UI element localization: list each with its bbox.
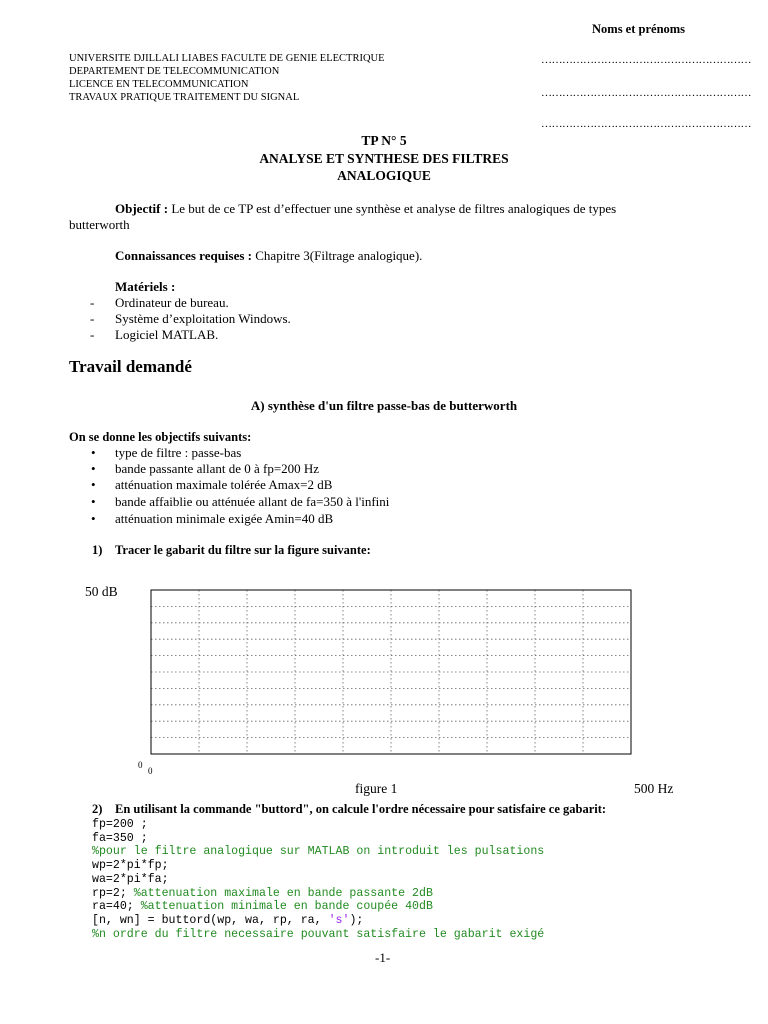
figure-x-label: 500 Hz (634, 781, 674, 796)
title-tp-number: TP N° 5 (361, 133, 407, 148)
objective-item: atténuation maximale tolérée Amax=2 dB (115, 477, 333, 492)
objective-item: bande passante allant de 0 à fp=200 Hz (115, 461, 320, 476)
code-line: wp=2*pi*fp; (92, 859, 169, 873)
header-university: UNIVERSITE DJILLALI LIABES FACULTE DE GENIE ELECTRIQUE (69, 53, 385, 64)
page-number: -1- (375, 950, 391, 965)
connaissances-line (115, 248, 422, 264)
materiel-item: Logiciel MATLAB. (115, 327, 219, 342)
materiels-label: Matériels : (115, 279, 176, 294)
bullet: • (91, 461, 96, 476)
code-line: [n, wn] = buttord(wp, wa, rp, ra, 's'); (92, 913, 364, 927)
header-department: DEPARTEMENT DE TELECOMMUNICATION (69, 66, 280, 77)
section-title: Travail demandé (69, 357, 192, 376)
bullet: • (91, 511, 96, 526)
figure-caption: figure 1 (355, 781, 398, 796)
materiel-marker: - (90, 327, 95, 342)
name-field-2: …………………………………………………… (541, 87, 751, 99)
subsection-title: A) synthèse d'un filtre passe-bas de butterworth (250, 398, 518, 413)
objectif-text-2: butterworth (69, 217, 130, 232)
code-string: 's' (328, 913, 350, 927)
code-block (92, 818, 544, 941)
code-line: wa=2*pi*fa; (92, 872, 169, 886)
connaissances-text: Chapitre 3(Filtrage analogique). (252, 248, 423, 263)
code-line: ra=40; %attenuation minimale en bande coupée 40dB (92, 900, 433, 914)
code-comment: %n ordre du filtre necessaire pouvant satisfaire le gabarit exigé (92, 927, 545, 941)
objectif-text: Le but de ce TP est d’effectuer une synthèse et analyse de filtres analogiques de types (168, 201, 617, 216)
materiel-item: Système d’exploitation Windows. (115, 311, 291, 326)
materiel-marker: - (90, 311, 95, 326)
materiel-item: Ordinateur de bureau. (115, 295, 229, 310)
objectives-intro: On se donne les objectifs suivants: (69, 430, 252, 444)
header-tp: TRAVAUX PRATIQUE TRAITEMENT DU SIGNAL (69, 92, 300, 103)
origin-x-label: 0 (148, 766, 153, 776)
question-1-text: Tracer le gabarit du filtre sur la figure suivante: (115, 543, 371, 557)
code-line: fp=200 ; (92, 818, 148, 831)
objective-item: atténuation minimale exigée Amin=40 dB (115, 511, 334, 526)
connaissances-label: Connaissances requises : (115, 248, 253, 263)
materiel-marker: - (90, 295, 95, 310)
question-2-number: 2) (92, 802, 103, 816)
objective-item: type de filtre : passe-bas (115, 445, 242, 460)
code-comment: %attenuation maximale en bande passante 2dB (133, 886, 433, 900)
bullet: • (91, 494, 96, 509)
title-line-3: ANALOGIQUE (337, 168, 431, 183)
grid-lines (151, 590, 631, 754)
origin-y-label: 0 (138, 760, 143, 770)
title-line-2: ANALYSE ET SYNTHESE DES FILTRES (259, 151, 509, 166)
objective-item: bande affaiblie ou atténuée allant de fa=350 à l'infini (115, 494, 390, 509)
bullet: • (91, 477, 96, 492)
question-1-number: 1) (92, 543, 103, 557)
code-comment: %attenuation minimale en bande coupée 40dB (140, 900, 433, 914)
names-label: Noms et prénoms (592, 22, 686, 36)
code-line: rp=2; %attenuation maximale en bande passante 2dB (92, 886, 433, 900)
figure-grid (136, 586, 636, 776)
name-field-3: …………………………………………………… (541, 118, 751, 130)
name-field-1: …………………………………………………… (541, 54, 751, 66)
objectif-label: Objectif : (115, 201, 169, 216)
objectif-line (115, 201, 616, 217)
code-line: fa=350 ; (92, 831, 148, 845)
question-2-text: En utilisant la commande "buttord", on calcule l'ordre nécessaire pour satisfaire ce gabarit: (115, 802, 607, 816)
header-licence: LICENCE EN TELECOMMUNICATION (69, 79, 249, 90)
figure-y-label: 50 dB (85, 584, 118, 599)
bullet: • (91, 445, 96, 460)
code-comment: %pour le filtre analogique sur MATLAB on introduit les pulsations (92, 845, 545, 859)
